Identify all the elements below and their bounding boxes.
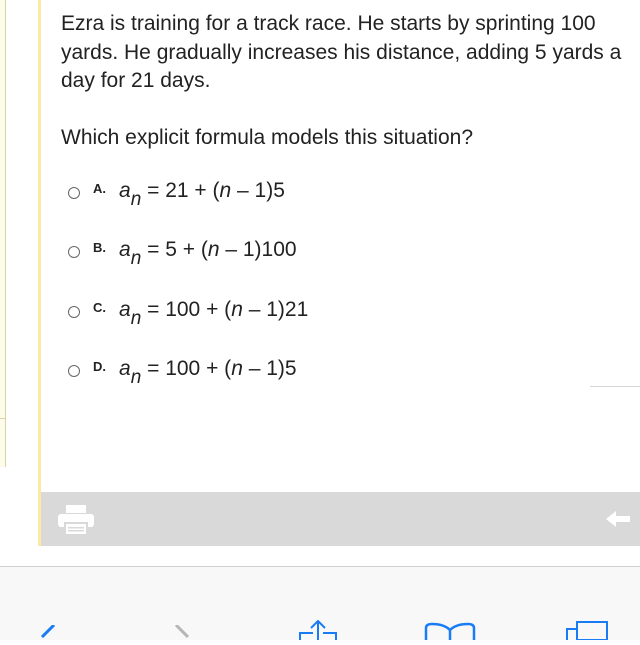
question-footer-bar [41, 492, 640, 546]
option-a[interactable] [68, 179, 468, 223]
browser-toolbar [0, 567, 640, 640]
tabs-icon[interactable] [565, 620, 609, 645]
forward-chevron-icon[interactable] [170, 625, 194, 645]
radio-button-c[interactable] [68, 306, 80, 318]
printer-icon[interactable] [56, 505, 96, 535]
radio-button-b[interactable] [68, 246, 80, 258]
back-chevron-icon[interactable] [36, 625, 60, 645]
option-b[interactable] [68, 238, 468, 282]
radio-button-d[interactable] [68, 365, 80, 377]
option-formula: an = 100 + (n – 1)21 [119, 298, 309, 329]
option-formula: an = 5 + (n – 1)100 [119, 238, 297, 269]
question-prompt: Which explicit formula models this situation? [61, 126, 474, 149]
divider [590, 386, 640, 387]
option-c[interactable] [68, 298, 468, 342]
bookmarks-icon[interactable] [424, 622, 476, 645]
option-d[interactable] [68, 357, 468, 401]
question-text: Ezra is training for a track race. He starts by sprinting 100 yards. He gradually increases his distance, adding 5 yards a day for 21 days. [61, 12, 622, 92]
option-letter: D. [93, 359, 106, 374]
back-arrow-icon[interactable] [606, 511, 630, 527]
option-formula: an = 21 + (n – 1)5 [119, 179, 285, 210]
left-side-panel [0, 0, 6, 467]
option-letter: A. [93, 181, 106, 196]
question-panel [41, 0, 640, 492]
option-letter: C. [93, 300, 106, 315]
radio-button-a[interactable] [68, 187, 80, 199]
option-formula: an = 100 + (n – 1)5 [119, 357, 297, 388]
option-letter: B. [93, 240, 106, 255]
share-icon[interactable] [298, 620, 338, 645]
